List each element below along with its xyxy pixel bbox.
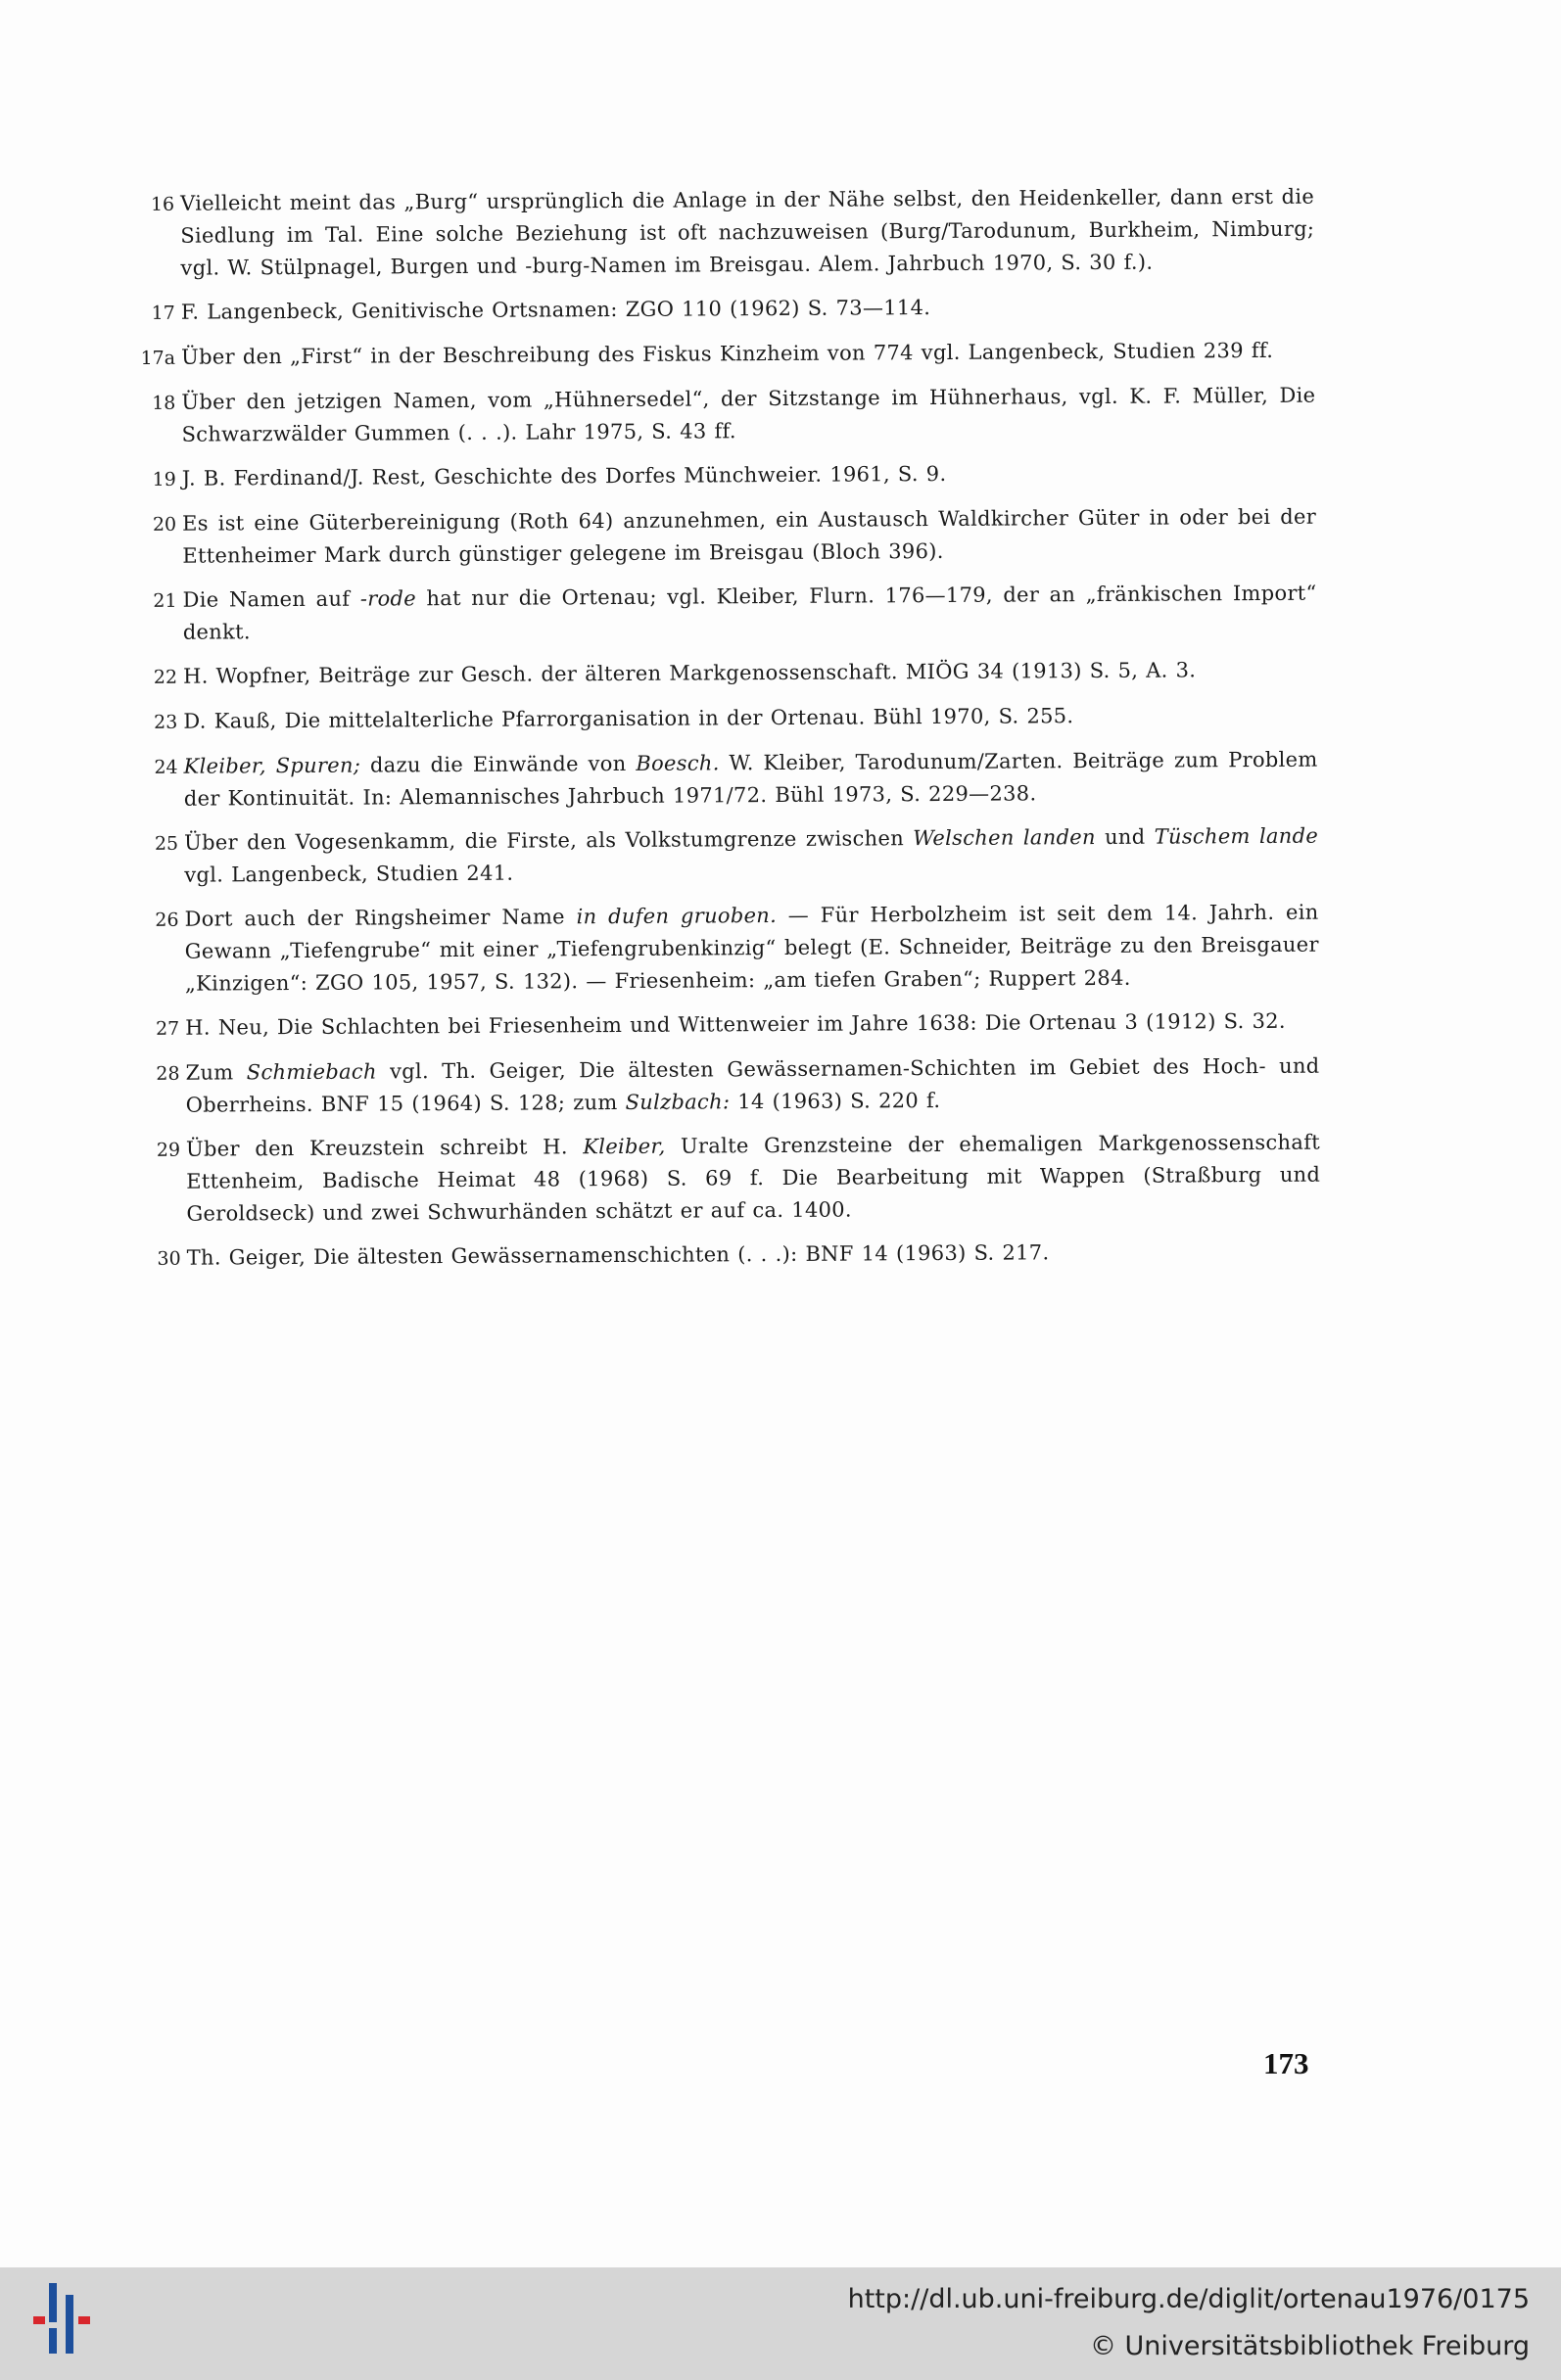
footnote-number: 19 <box>152 468 176 490</box>
footnote <box>136 335 1315 375</box>
footnote-number: 26 <box>155 909 179 931</box>
footnote-number: 21 <box>153 589 177 612</box>
footnote-number: 25 <box>154 832 179 855</box>
footnote-text: F. Langenbeck, Genitivische Ortsnamen: ZGO 110 (1962) S. 73—114. <box>180 296 931 324</box>
footnote-text: J. B. Ferdinand/J. Rest, Geschichte des Dorfes Münchweier. 1961, S. 9. <box>181 461 947 490</box>
footnote <box>138 699 1317 739</box>
footnote <box>137 456 1316 496</box>
footnote-number: 27 <box>155 1017 180 1040</box>
footnote-text: Zum Schmiebach vgl. Th. Geiger, Die ältesten Gewässernamen-Schichten im Gebiet des Hoch- und Oberrheins. BNF 15 (1964) S. 128; zum Sulzbach: 14 (1963) S. 220 f. <box>185 1053 1320 1117</box>
footnote-text: Dort auch der Ringsheimer Name in dufen gruoben. — Für Herbolzheim ist seit dem 14. Jahrh. ein Gewann „Tiefengrube“ mit einer „Tiefengrubenkinzig“ belegt (E. Schneider, Beiträge zu den Breisgauer „Kinzigen“: ZGO 105, 1957, S. 132). — Friesenheim: „am tiefen Graben“; Ruppert 284. <box>184 900 1319 996</box>
footnote <box>139 897 1319 1001</box>
page-number: 173 <box>1263 2046 1309 2080</box>
footnote <box>140 1050 1319 1122</box>
footnote <box>142 1236 1321 1276</box>
footnote-text: D. Kauß, Die mittelalterliche Pfarrorganisation in der Ortenau. Bühl 1970, S. 255. <box>183 704 1074 733</box>
ub-freiburg-logo-icon <box>25 2281 100 2356</box>
footnote <box>138 654 1317 694</box>
footnote-number: 20 <box>152 513 177 536</box>
footnote-text: Über den Vogesenkamm, die Firste, als Volkstumgrenze zwischen Welschen landen und Tüschem lande vgl. Langenbeck, Studien 241. <box>184 823 1319 887</box>
footnote <box>141 1127 1321 1231</box>
footnote-text: Über den „First“ in der Beschreibung des Fiskus Kinzheim von 774 vgl. Langenbeck, Studien 239 ff. <box>180 338 1274 369</box>
footnote <box>135 181 1315 285</box>
footnote <box>137 578 1316 649</box>
footnote-text: H. Wopfner, Beiträge zur Gesch. der älteren Markgenossenschaft. MIÖG 34 (1913) S. 5, A. 3. <box>182 658 1197 688</box>
footnote-text: Kleiber, Spuren; dazu die Einwände von Boesch. W. Kleiber, Tarodunum/Zarten. Beiträge zum Problem der Kontinuität. In: Alemannisches Jahrbuch 1971/72. Bühl 1973, S. 229—238. <box>183 747 1318 811</box>
copyright-text: © Universitätsbibliothek Freiburg <box>1089 2331 1530 2361</box>
footnote-text: Vielleicht meint das „Burg“ ursprünglich die Anlage in der Nähe selbst, den Heidenkeller, dann erst die Siedlung im Tal. Eine solche Beziehung ist oft nachzuweisen (Burg/Tarodunum, Burkheim, Nimburg; vgl. W. Stülpnagel, Burgen und -burg-Namen im Breisgau. Alem. Jahrbuch 1970, S. 30 f.). <box>180 184 1315 280</box>
footnote-text: Die Namen auf -rode hat nur die Ortenau; vgl. Kleiber, Flurn. 176—179, der an „fränkischen Import“ denkt. <box>182 581 1317 644</box>
footnote-text: Über den jetzigen Namen, vom „Hühnersedel“, der Sitzstange im Hühnerhaus, vgl. K. F. Müller, Die Schwarzwälder Gummen (. . .). Lahr 1975, S. 43 ff. <box>181 383 1316 446</box>
footnote-number: 17a <box>140 347 176 369</box>
footer-bar <box>0 2267 1561 2380</box>
footnote-number: 28 <box>156 1062 180 1085</box>
footnote-text: Th. Geiger, Die ältesten Gewässernamenschichten (. . .): BNF 14 (1963) S. 217. <box>186 1240 1050 1270</box>
footnote <box>136 380 1315 451</box>
permalink-url[interactable]: http://dl.ub.uni-freiburg.de/diglit/ortenau1976/0175 <box>847 2284 1530 2314</box>
footnote-number: 24 <box>154 756 178 778</box>
footnote-number: 22 <box>153 666 178 688</box>
footnote <box>137 501 1316 573</box>
footnotes-list <box>135 181 1321 1287</box>
footnote <box>140 1005 1319 1046</box>
footnote-text: Über den Kreuzstein schreibt H. Kleiber, Uralte Grenzsteine der ehemaligen Markgenossenschaft Ettenheim, Badische Heimat 48 (1968) S. 69 f. Die Bearbeitung mit Wappen (Straßburg und Geroldseck) und zwei Schwurhänden schätzt er auf ca. 1400. <box>185 1130 1321 1226</box>
footnote-text: H. Neu, Die Schlachten bei Friesenheim und Wittenweier im Jahre 1638: Die Ortenau 3 (1912) S. 32. <box>185 1008 1286 1040</box>
footnote-number: 30 <box>157 1247 181 1270</box>
footnote-number: 17 <box>151 302 175 324</box>
footnote-number: 23 <box>154 711 178 733</box>
footnote-number: 18 <box>152 392 176 414</box>
footnote-text: Es ist eine Güterbereinigung (Roth 64) anzunehmen, ein Austausch Waldkircher Güter in oder bei der Ettenheimer Mark durch günstiger gelegene im Breisgau (Bloch 396). <box>182 504 1317 568</box>
footnote-number: 29 <box>156 1139 181 1161</box>
footnote <box>139 744 1318 816</box>
footnote <box>139 820 1318 892</box>
footnote <box>136 290 1315 330</box>
footnote-number: 16 <box>150 193 175 215</box>
